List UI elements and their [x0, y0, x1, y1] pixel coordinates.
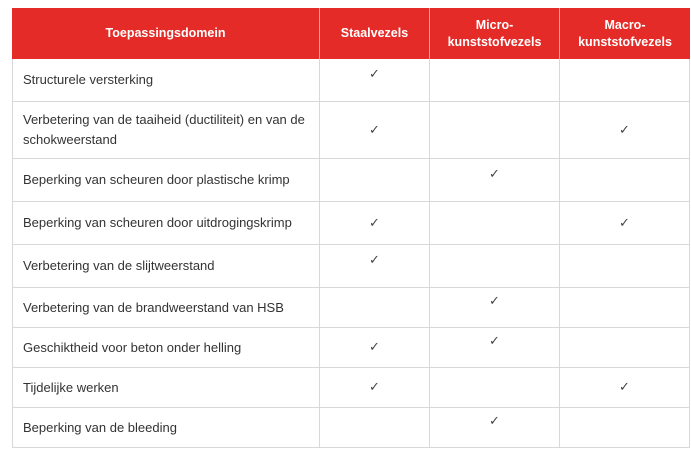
macro-check: [560, 408, 690, 448]
table-row: [12, 368, 690, 408]
check-icon: ✓: [369, 66, 380, 82]
macro-check: [560, 288, 690, 328]
row-label: Structurele versterking: [12, 59, 320, 102]
check-icon: ✓: [489, 334, 500, 349]
check-icon: ✓: [489, 166, 500, 182]
table-row: [12, 288, 690, 328]
check-icon: ✓: [619, 380, 630, 395]
header-toepassingsdomein: Toepassingsdomein: [12, 8, 320, 59]
macro-check: [560, 245, 690, 288]
table-row: [12, 59, 690, 102]
micro-check: [430, 159, 560, 202]
staal-check: [320, 368, 430, 408]
staal-check: [320, 288, 430, 328]
check-icon: ✓: [619, 122, 630, 138]
staal-check: [320, 59, 430, 102]
row-label: Verbetering van de taaiheid (ductiliteit) en van de schokweerstand: [12, 102, 320, 159]
macro-check: [560, 202, 690, 245]
macro-check: [560, 59, 690, 102]
check-icon: ✓: [369, 122, 380, 138]
table-row: [12, 245, 690, 288]
header-row: [12, 8, 690, 59]
row-label: Beperking van de bleeding: [12, 408, 320, 448]
table-row: [12, 408, 690, 448]
check-icon: ✓: [619, 215, 630, 231]
staal-check: [320, 245, 430, 288]
check-icon: ✓: [369, 340, 380, 355]
staal-check: [320, 408, 430, 448]
micro-check: [430, 102, 560, 159]
check-icon: ✓: [369, 215, 380, 231]
header-micro-label: Micro- kunststofvezels: [447, 17, 542, 49]
macro-check: [560, 368, 690, 408]
micro-check: [430, 328, 560, 368]
header-micro-kunststofvezels: [430, 8, 560, 59]
application-table: [12, 8, 690, 448]
staal-check: [320, 159, 430, 202]
row-label: Geschiktheid voor beton onder helling: [12, 328, 320, 368]
row-label: Verbetering van de slijtweerstand: [12, 245, 320, 288]
header-staalvezels: Staalvezels: [320, 8, 430, 59]
header-macro-kunststofvezels: [560, 8, 690, 59]
table-row: [12, 159, 690, 202]
staal-check: [320, 328, 430, 368]
row-label: Tijdelijke werken: [12, 368, 320, 408]
macro-check: [560, 102, 690, 159]
check-icon: ✓: [489, 294, 500, 309]
table-row: [12, 102, 690, 159]
table-row: [12, 328, 690, 368]
check-icon: ✓: [369, 252, 380, 268]
staal-check: [320, 202, 430, 245]
staal-check: [320, 102, 430, 159]
row-label: Beperking van scheuren door uitdrogingskrimp: [12, 202, 320, 245]
check-icon: ✓: [489, 414, 500, 429]
check-icon: ✓: [369, 380, 380, 395]
micro-check: [430, 408, 560, 448]
header-macro-label: Macro- kunststofvezels: [578, 17, 672, 49]
table-row: [12, 202, 690, 245]
micro-check: [430, 202, 560, 245]
micro-check: [430, 59, 560, 102]
macro-check: [560, 159, 690, 202]
macro-check: [560, 328, 690, 368]
micro-check: [430, 245, 560, 288]
micro-check: [430, 368, 560, 408]
micro-check: [430, 288, 560, 328]
row-label: Beperking van scheuren door plastische krimp: [12, 159, 320, 202]
row-label: Verbetering van de brandweerstand van HSB: [12, 288, 320, 328]
